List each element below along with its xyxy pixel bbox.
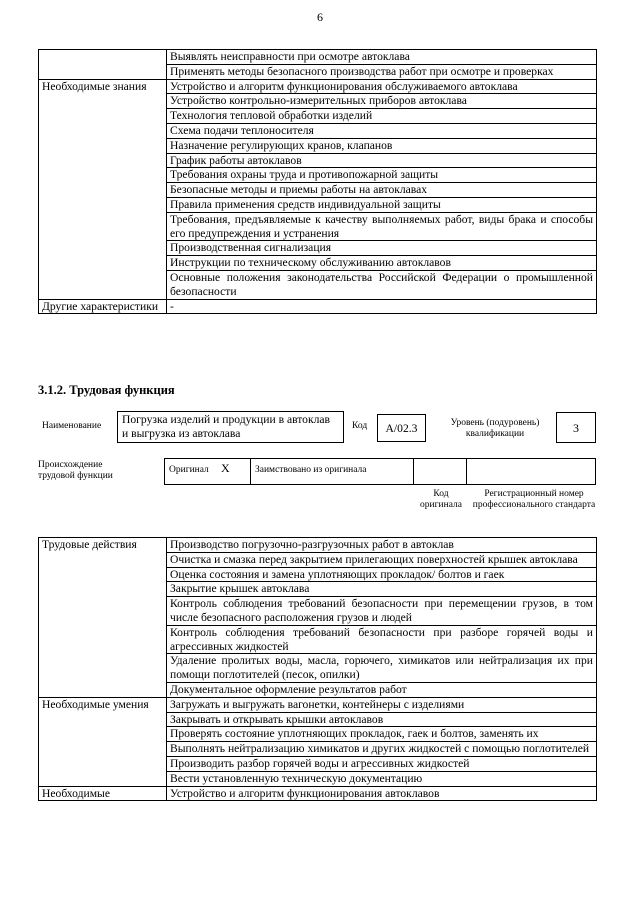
row-item: Производство погрузочно-разгрузочных работ в автоклав: [167, 538, 597, 553]
code-original-label: Код оригинала: [420, 489, 462, 510]
row-item: -: [167, 299, 597, 314]
row-item: Контроль соблюдения требований безопасности при разборе горячей воды и агрессивных жидкостей: [167, 625, 597, 654]
page-number: 6: [317, 10, 323, 24]
row-item: Загружать и выгружать вагонетки, контейнеры с изделиями: [167, 697, 597, 712]
row-item: Назначение регулирующих кранов, клапанов: [167, 138, 597, 153]
row-item: Очистка и смазка перед закрытием прилегающих поверхностей крышек автоклава: [167, 552, 597, 567]
function-code-box: A/02.3: [377, 414, 426, 442]
row-label: Необходимые: [39, 786, 167, 801]
row-item: Оценка состояния и замена уплотняющих прокладок/ болтов и гаек: [167, 567, 597, 582]
table-row: [39, 299, 597, 314]
row-item: Выполнять нейтрализацию химикатов и других жидкостей с помощью поглотителей: [167, 742, 597, 757]
row-label: Другие характеристики: [39, 299, 167, 314]
row-item: Устройство контрольно-измерительных приборов автоклава: [167, 94, 597, 109]
row-item: Контроль соблюдения требований безопасности при перемещении грузов, в том числе безопасного расположения грузов и людей: [167, 597, 597, 626]
table-row: [39, 697, 597, 712]
row-item: Инструкции по техническому обслуживанию автоклавов: [167, 256, 597, 271]
original-mark: X: [221, 461, 230, 475]
origin-label: Происхождение трудовой функции: [38, 460, 113, 481]
original-label: Оригинал: [169, 465, 209, 475]
row-item: Технология тепловой обработки изделий: [167, 109, 597, 124]
table-row: [39, 79, 597, 94]
row-label: Необходимые знания: [39, 79, 167, 299]
row-item: Производить разбор горячей воды и агрессивных жидкостей: [167, 756, 597, 771]
row-item: Устройство и алгоритм функционирования автоклавов: [167, 786, 597, 801]
row-item: Применять методы безопасного производства работ при осмотре и проверках: [167, 64, 597, 79]
actions-table: [38, 537, 597, 801]
row-item: Требования, предъявляемые к качеству выполняемых работ, виды брака и способы его предупреждения и устранения: [167, 212, 597, 241]
row-item: Схема подачи теплоносителя: [167, 123, 597, 138]
table-row: [39, 50, 597, 65]
reg-number-label: Регистрационный номер профессионального стандарта: [472, 489, 596, 510]
table-row: [39, 786, 597, 801]
row-item: Правила применения средств индивидуальной защиты: [167, 197, 597, 212]
row-item: Вести установленную техническую документацию: [167, 771, 597, 786]
name-label: Наименование: [42, 421, 102, 431]
row-label: Необходимые умения: [39, 697, 167, 786]
code-original-cell: [414, 459, 467, 484]
function-name-box: Погрузка изделий и продукции в автоклав и выгрузка из автоклава: [117, 411, 344, 443]
knowledge-table: [38, 49, 597, 314]
row-item: Основные положения законодательства Российской Федерации о промышленной безопасности: [167, 270, 597, 299]
qualification-level-box: 3: [556, 412, 596, 443]
reg-number-cell: [467, 459, 595, 484]
row-item: Устройство и алгоритм функционирования обслуживаемого автоклава: [167, 79, 597, 94]
row-item: Закрывать и открывать крышки автоклавов: [167, 712, 597, 727]
row-item: Удаление пролитых воды, масла, горючего, химикатов или нейтрализация их при помощи поглотителей (песок, опилки): [167, 654, 597, 683]
original-cell: [165, 459, 251, 484]
code-label: Код: [352, 421, 368, 431]
row-item: Производственная сигнализация: [167, 241, 597, 256]
row-item: Выявлять неисправности при осмотре автоклава: [167, 50, 597, 65]
row-label: [39, 50, 167, 80]
borrowed-label: Заимствовано из оригинала: [251, 459, 414, 484]
row-item: Закрытие крышек автоклава: [167, 582, 597, 597]
section-heading: 3.1.2. Трудовая функция: [38, 383, 175, 397]
row-item: График работы автоклавов: [167, 153, 597, 168]
row-item: Требования охраны труда и противопожарной защиты: [167, 168, 597, 183]
row-item: Документальное оформление результатов работ: [167, 682, 597, 697]
origin-row: [164, 458, 596, 485]
table-row: [39, 538, 597, 553]
row-item: Проверять состояние уплотняющих прокладок, гаек и болтов, заменять их: [167, 727, 597, 742]
row-item: Безопасные методы и приемы работы на автоклавах: [167, 183, 597, 198]
qualification-level-label: Уровень (подуровень) квалификации: [450, 418, 540, 439]
row-label: Трудовые действия: [39, 538, 167, 698]
